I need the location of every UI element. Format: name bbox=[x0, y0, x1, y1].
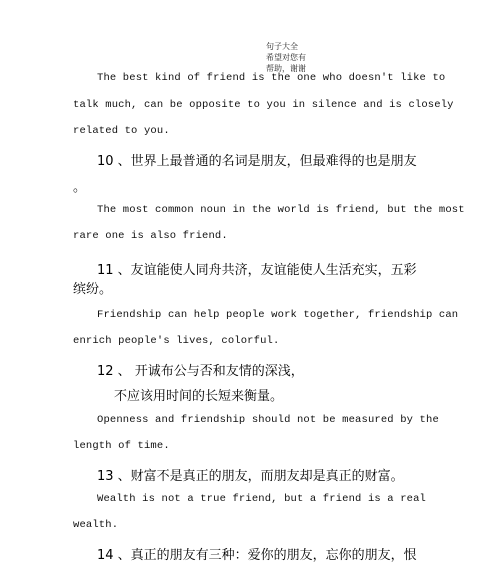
quote-10-chinese-cont: 。 bbox=[73, 180, 87, 195]
paragraph-line: related to you. bbox=[73, 125, 170, 137]
header-title: 句子大全 bbox=[266, 42, 298, 51]
quote-11-english: Friendship can help people work together, friendship can bbox=[97, 309, 459, 321]
quote-12-chinese-cont: 不应该用时间的长短来衡量。 bbox=[114, 389, 284, 404]
quote-10-english: The most common noun in the world is friend, but the most bbox=[97, 204, 465, 216]
quote-13-english: Wealth is not a true friend, but a friend is a real bbox=[97, 493, 427, 505]
header-thanks: 帮助，谢谢 bbox=[266, 64, 306, 73]
header-subtitle: 希望对您有 bbox=[266, 53, 306, 62]
quote-14-chinese: 14 、真正的朋友有三种：爱你的朋友，忘你的朋友，恨 bbox=[97, 548, 417, 563]
quote-12-chinese: 12 、 开诚布公与否和友情的深浅， bbox=[97, 364, 304, 379]
quote-11-english-cont: enrich people's lives, colorful. bbox=[73, 335, 280, 347]
quote-12-english-cont: length of time. bbox=[73, 440, 170, 452]
paragraph-line: talk much, can be opposite to you in silence and is closely bbox=[73, 99, 454, 111]
quote-10-chinese: 10 、世界上最普通的名词是朋友，但最难得的也是朋友 bbox=[97, 154, 417, 169]
quote-11-chinese-cont: 缤纷。 bbox=[73, 282, 113, 297]
quote-13-english-cont: wealth. bbox=[73, 519, 119, 531]
quote-10-english-cont: rare one is also friend. bbox=[73, 230, 228, 242]
quote-11-chinese: 11 、友谊能使人同舟共济，友谊能使人生活充实，五彩 bbox=[97, 263, 417, 278]
quote-13-chinese: 13 、财富不是真正的朋友，而朋友却是真正的财富。 bbox=[97, 469, 404, 484]
quote-12-english: Openness and friendship should not be measured by the bbox=[97, 414, 439, 426]
paragraph-line: The best kind of friend is the one who doesn't like to bbox=[97, 72, 446, 84]
